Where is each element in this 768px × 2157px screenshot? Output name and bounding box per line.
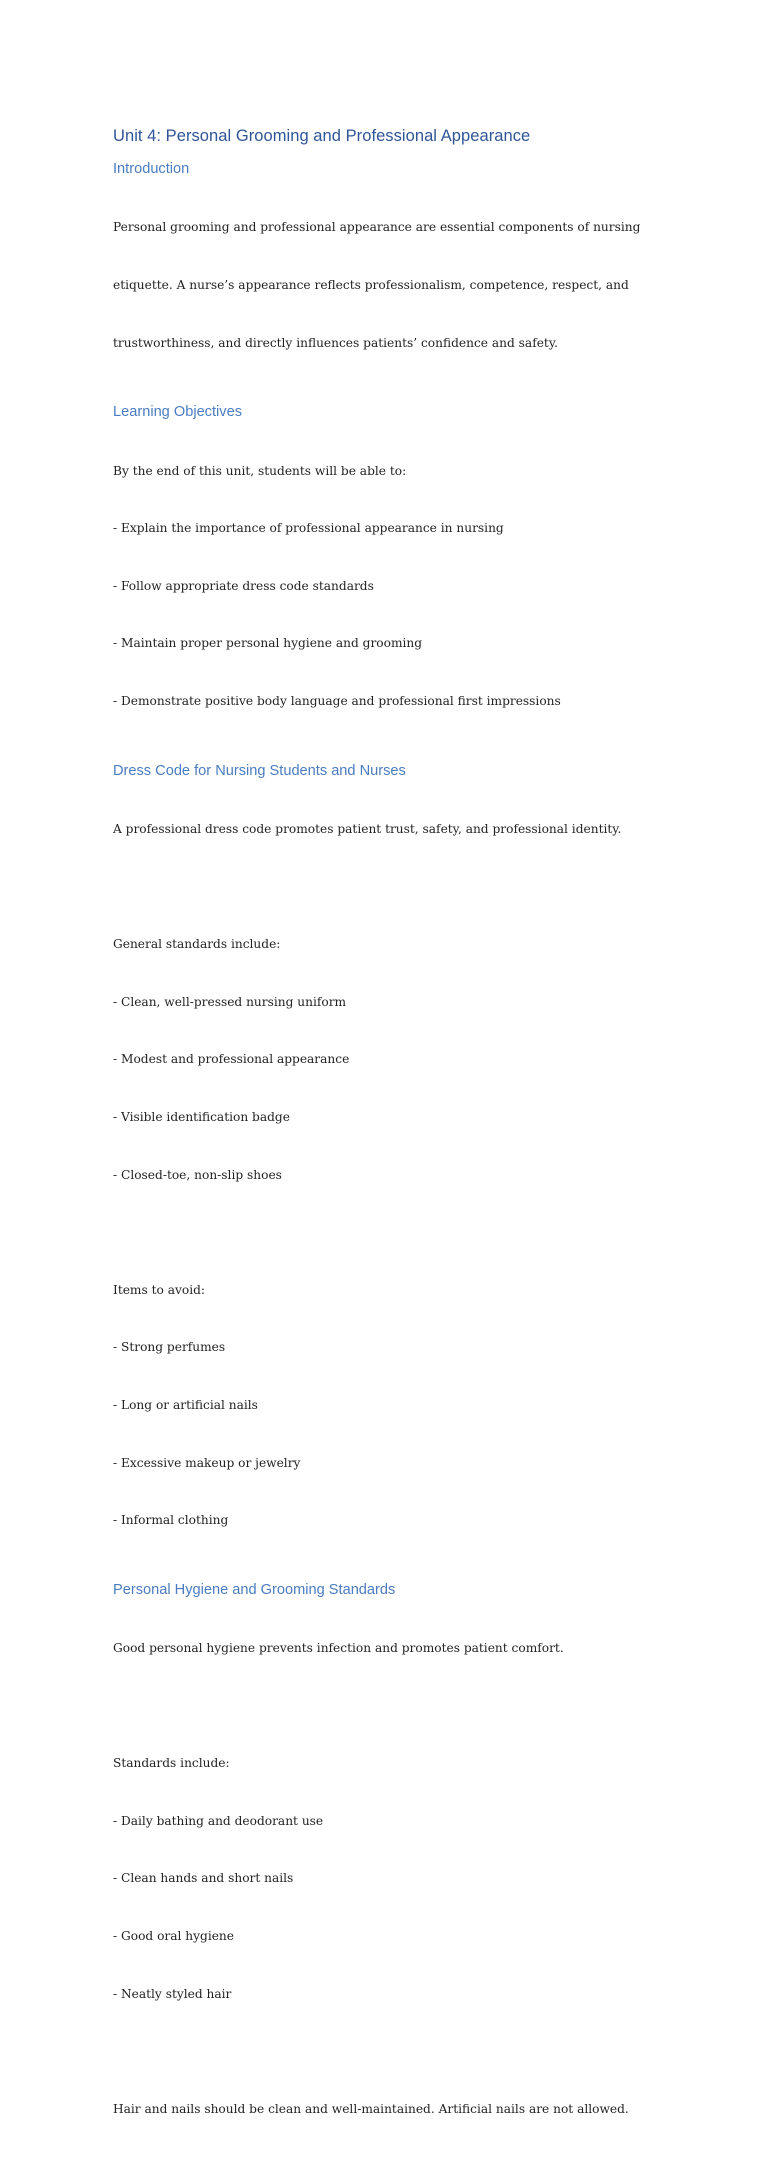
paragraph <box>113 782 713 878</box>
list-item: - Follow appropriate dress code standards <box>113 578 374 593</box>
section-heading: Introduction <box>113 161 190 177</box>
list-item: - Neatly styled hair <box>113 1986 232 2001</box>
list-item: - Visible identification badge <box>113 1109 290 1124</box>
section-learning-objectives <box>113 401 713 749</box>
section-heading: Personal Hygiene and Grooming Standards <box>113 1581 396 1598</box>
section-introduction <box>113 158 713 391</box>
text-line: Items to avoid: <box>113 1282 206 1297</box>
text-line: A professional dress code promotes patient trust, safety, and professional identity. <box>113 821 622 836</box>
blank-line <box>113 1697 713 1716</box>
text-line: Hair and nails should be clean and well-maintained. Artificial nails are not allowed. <box>113 2101 629 2116</box>
list-item: - Maintain proper personal hygiene and grooming <box>113 636 423 651</box>
paragraph <box>113 1242 713 1568</box>
text-line: Standards include: <box>113 1756 230 1771</box>
list-item: - Modest and professional appearance <box>113 1052 350 1067</box>
blank-line <box>113 878 713 897</box>
list-item: - Clean, well-pressed nursing uniform <box>113 994 347 1009</box>
paragraph <box>113 1601 713 1697</box>
paragraph <box>113 2061 713 2157</box>
list-item: - Daily bathing and deodorant use <box>113 1813 324 1828</box>
document-title: Unit 4: Personal Grooming and Professional Appearance <box>113 127 531 145</box>
section-personal-hygiene <box>113 1579 713 2157</box>
blank-line <box>113 1223 713 1242</box>
list-item: - Demonstrate positive body language and professional first impressions <box>113 693 561 708</box>
text-line: Good personal hygiene prevents infection and promotes patient comfort. <box>113 1641 564 1656</box>
list-item: - Closed-toe, non-slip shoes <box>113 1167 282 1182</box>
list-item: - Strong perfumes <box>113 1340 226 1355</box>
list-item: - Informal clothing <box>113 1513 229 1528</box>
list-item: - Clean hands and short nails <box>113 1871 294 1886</box>
list-item: - Explain the importance of professional appearance in nursing <box>113 521 504 536</box>
section-heading: Dress Code for Nursing Students and Nurses <box>113 762 406 779</box>
paragraph <box>113 897 713 1223</box>
list-item: - Good oral hygiene <box>113 1929 234 1944</box>
text-line: etiquette. A nurse’s appearance reflects professionalism, competence, respect, and <box>113 278 629 292</box>
text-line: trustworthiness, and directly influences patients’ confidence and safety. <box>113 335 558 350</box>
text-line: General standards include: <box>113 937 281 952</box>
list-item: - Excessive makeup or jewelry <box>113 1455 301 1470</box>
paragraph <box>113 1716 713 2042</box>
document-page <box>113 124 713 2157</box>
blank-line <box>113 2042 713 2061</box>
section-heading: Learning Objectives <box>113 404 242 421</box>
section-dress-code <box>113 760 713 1569</box>
paragraph <box>113 423 713 749</box>
text-line: Personal grooming and professional appearance are essential components of nursing <box>113 220 641 235</box>
list-item: - Long or artificial nails <box>113 1397 258 1412</box>
paragraph <box>113 180 713 391</box>
text-line: By the end of this unit, students will be able to: <box>113 463 407 478</box>
